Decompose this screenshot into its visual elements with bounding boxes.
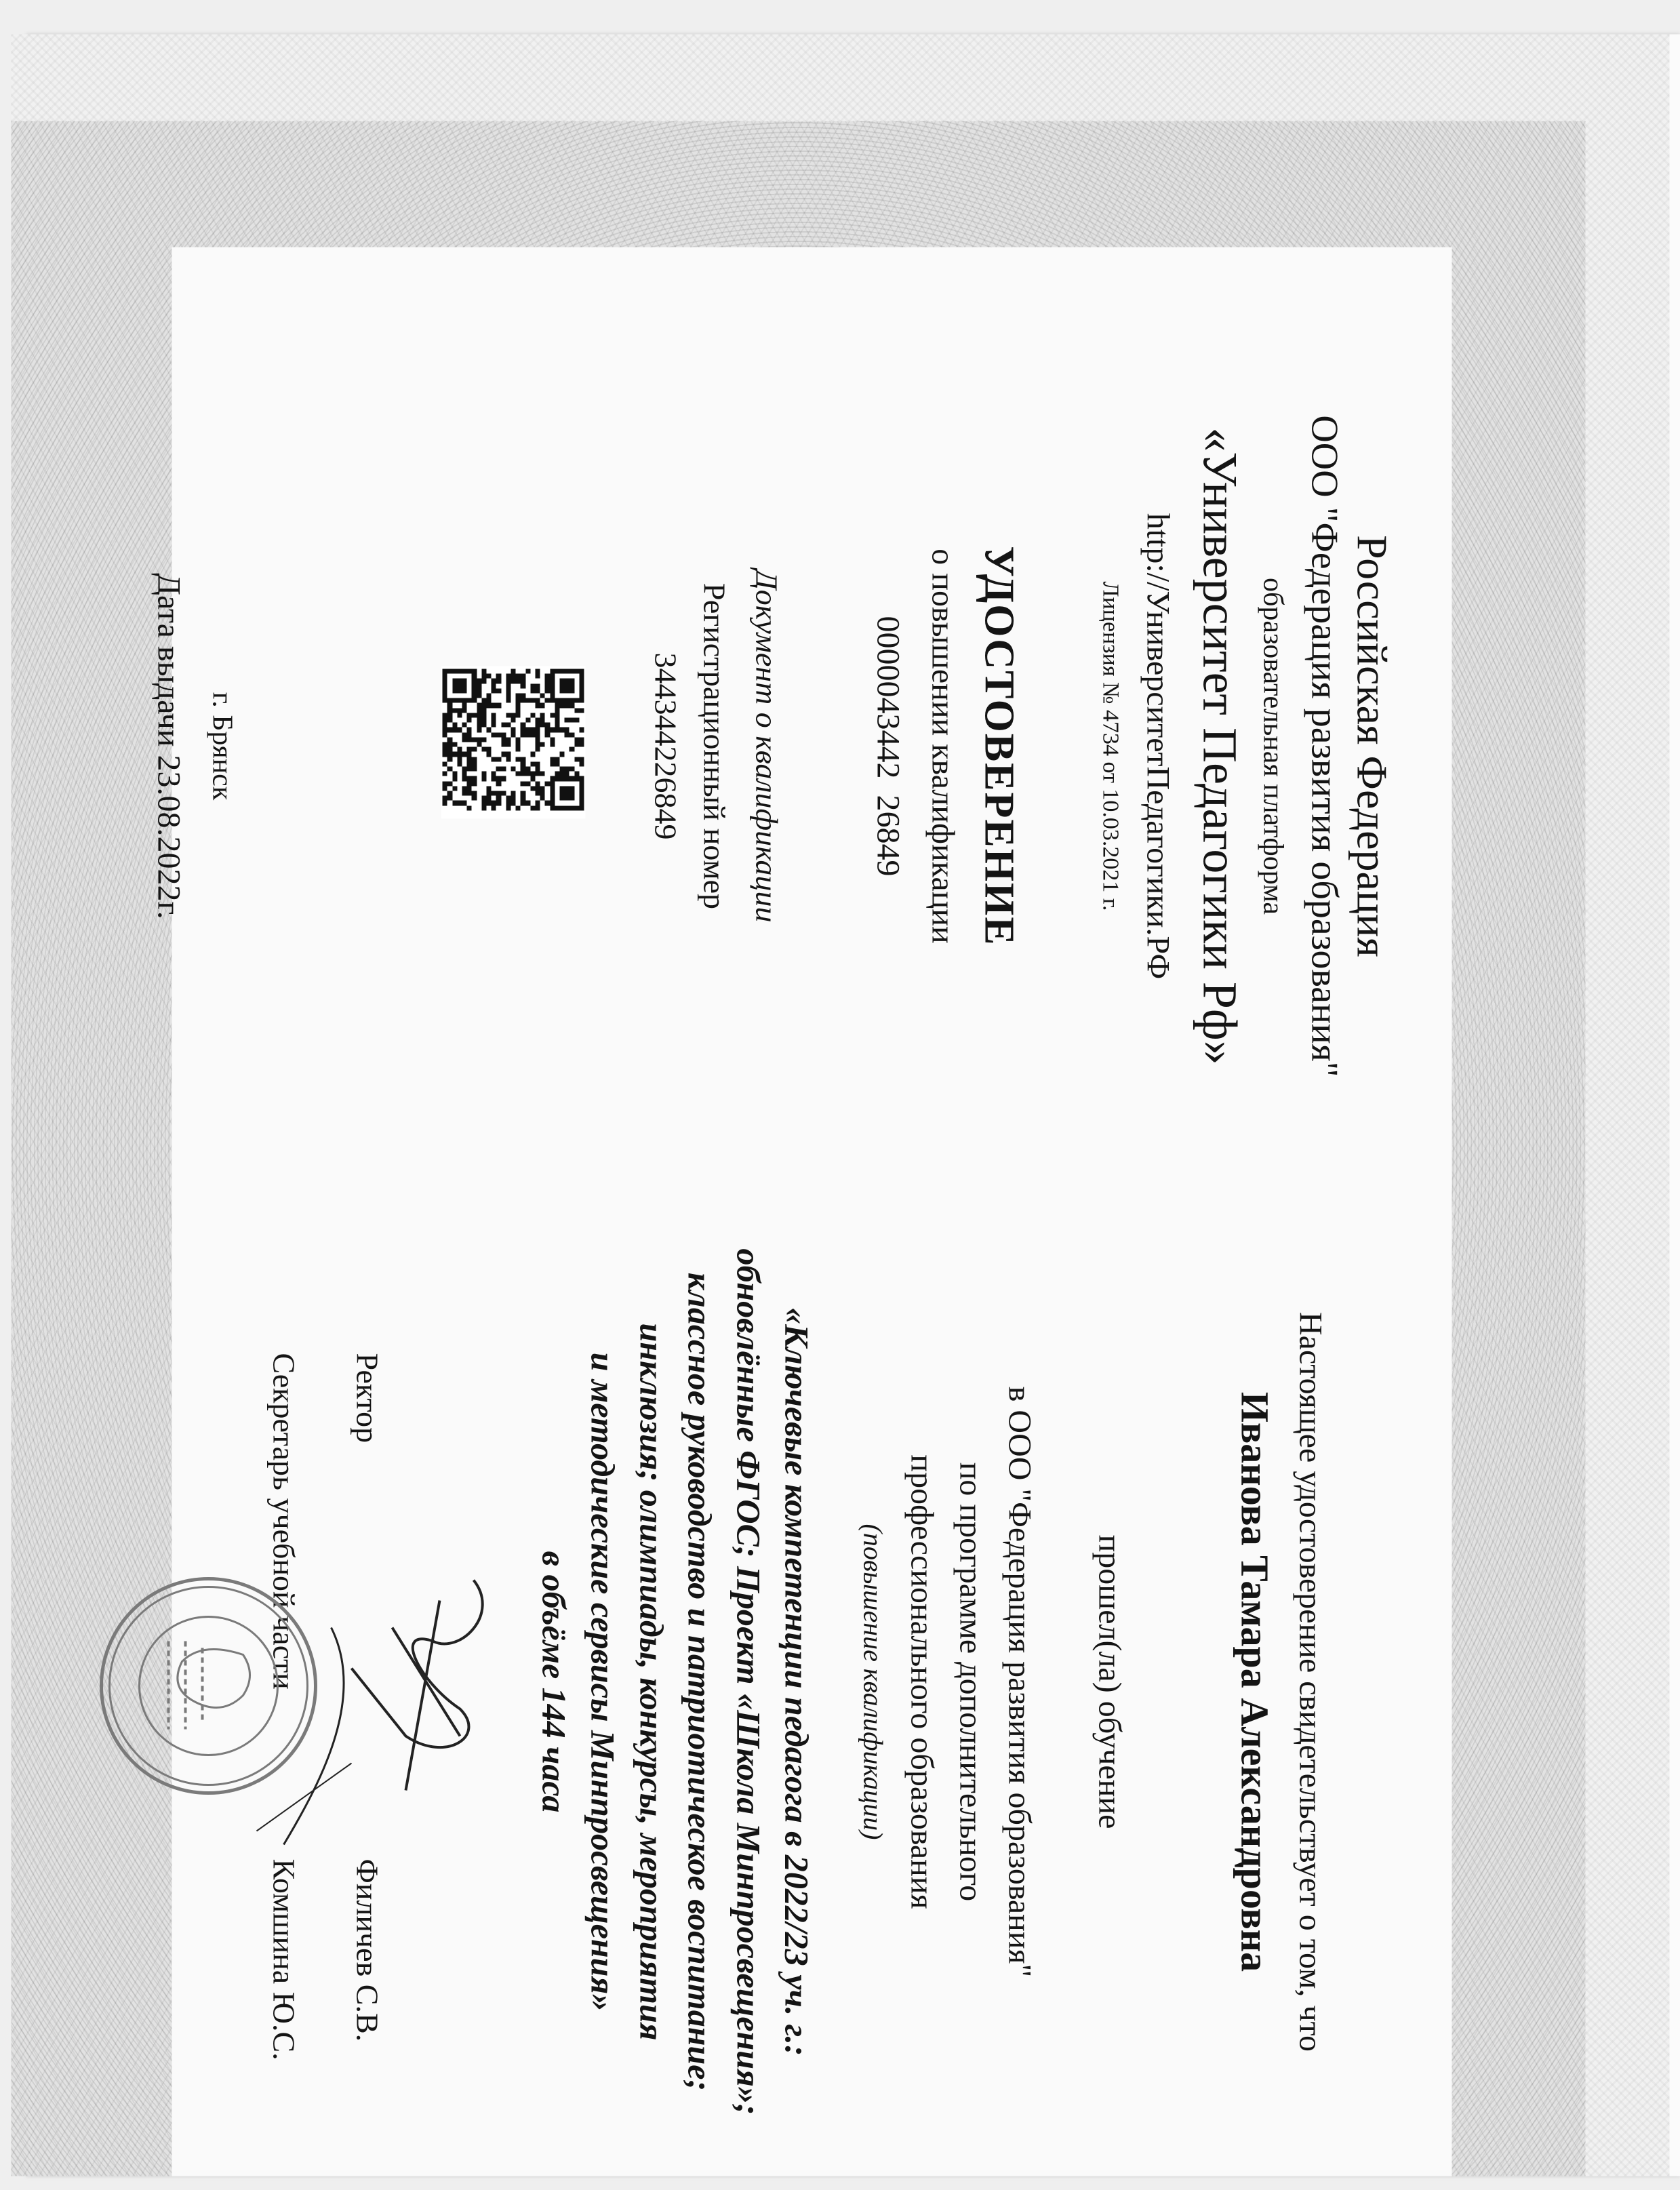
recipient-name: Иванова Тамара Александровна bbox=[1233, 1391, 1277, 1972]
secretary-label: Секретарь учебной части bbox=[266, 1353, 301, 1690]
license-text: Лицензия № 4734 от 10.03.2021 г. bbox=[1098, 581, 1123, 911]
program-title-line: и методические сервисы Минпросвещения» bbox=[584, 1352, 622, 2011]
program-line-2: профессионального образования bbox=[904, 1454, 940, 1909]
platform-type: образовательная платформа bbox=[1257, 577, 1288, 915]
program-title-line: инклюзия; олимпиады, конкурсы, мероприятия bbox=[633, 1322, 671, 2041]
document-type: Документ о квалификации bbox=[749, 569, 784, 923]
country-name: Российская Федерация bbox=[1348, 534, 1396, 957]
certificate-title: УДОСТОВЕРЕНИЕ bbox=[976, 545, 1022, 947]
program-title-line: классное руководство и патриотическое воспитание; bbox=[681, 1272, 719, 2091]
website-link[interactable]: http://УниверситетПедагогики.РФ bbox=[1140, 513, 1176, 979]
hours-text: в объёме 144 часа bbox=[535, 1551, 573, 1812]
program-line-1: по программе дополнительного bbox=[953, 1462, 988, 1901]
secretary-name: Комшина Ю.С. bbox=[266, 1858, 301, 2060]
rector-name: Филичев С.В. bbox=[350, 1858, 384, 2042]
official-stamp bbox=[101, 1578, 315, 1793]
intro-text: Настоящее удостоверение свидетельствует о том, что bbox=[1292, 1311, 1328, 2052]
issue-date: Дата выдачи 23.08.2022г. bbox=[151, 572, 186, 919]
registration-label: Регистрационный номер bbox=[697, 582, 732, 909]
program-title-line: «Ключевые компетенции педагога в 2022/23 уч. г.: bbox=[778, 1307, 816, 2056]
certificate-number: 0000043442 26849 bbox=[870, 616, 906, 876]
organization-name: ООО "Федерация развития образования" bbox=[1303, 414, 1345, 1077]
organization-line: в ООО "Федерация развития образования" bbox=[1001, 1386, 1037, 1977]
rector-signature bbox=[256, 1580, 482, 1844]
city: г. Брянск bbox=[206, 692, 237, 800]
program-kind: (повышение квалификации) bbox=[858, 1524, 888, 1839]
completed-text: прошел(ла) обучение bbox=[1092, 1534, 1127, 1829]
program-title-line: обновлённые ФГОС; Проект «Школа Минпросвещения»; bbox=[729, 1248, 767, 2115]
platform-name: «Университет Педагогики Рф» bbox=[1193, 426, 1247, 1065]
certificate-subtitle: о повышении квалификации bbox=[925, 548, 961, 944]
rector-label: Ректор bbox=[350, 1353, 384, 1443]
registration-number: 344344226849 bbox=[648, 652, 683, 839]
